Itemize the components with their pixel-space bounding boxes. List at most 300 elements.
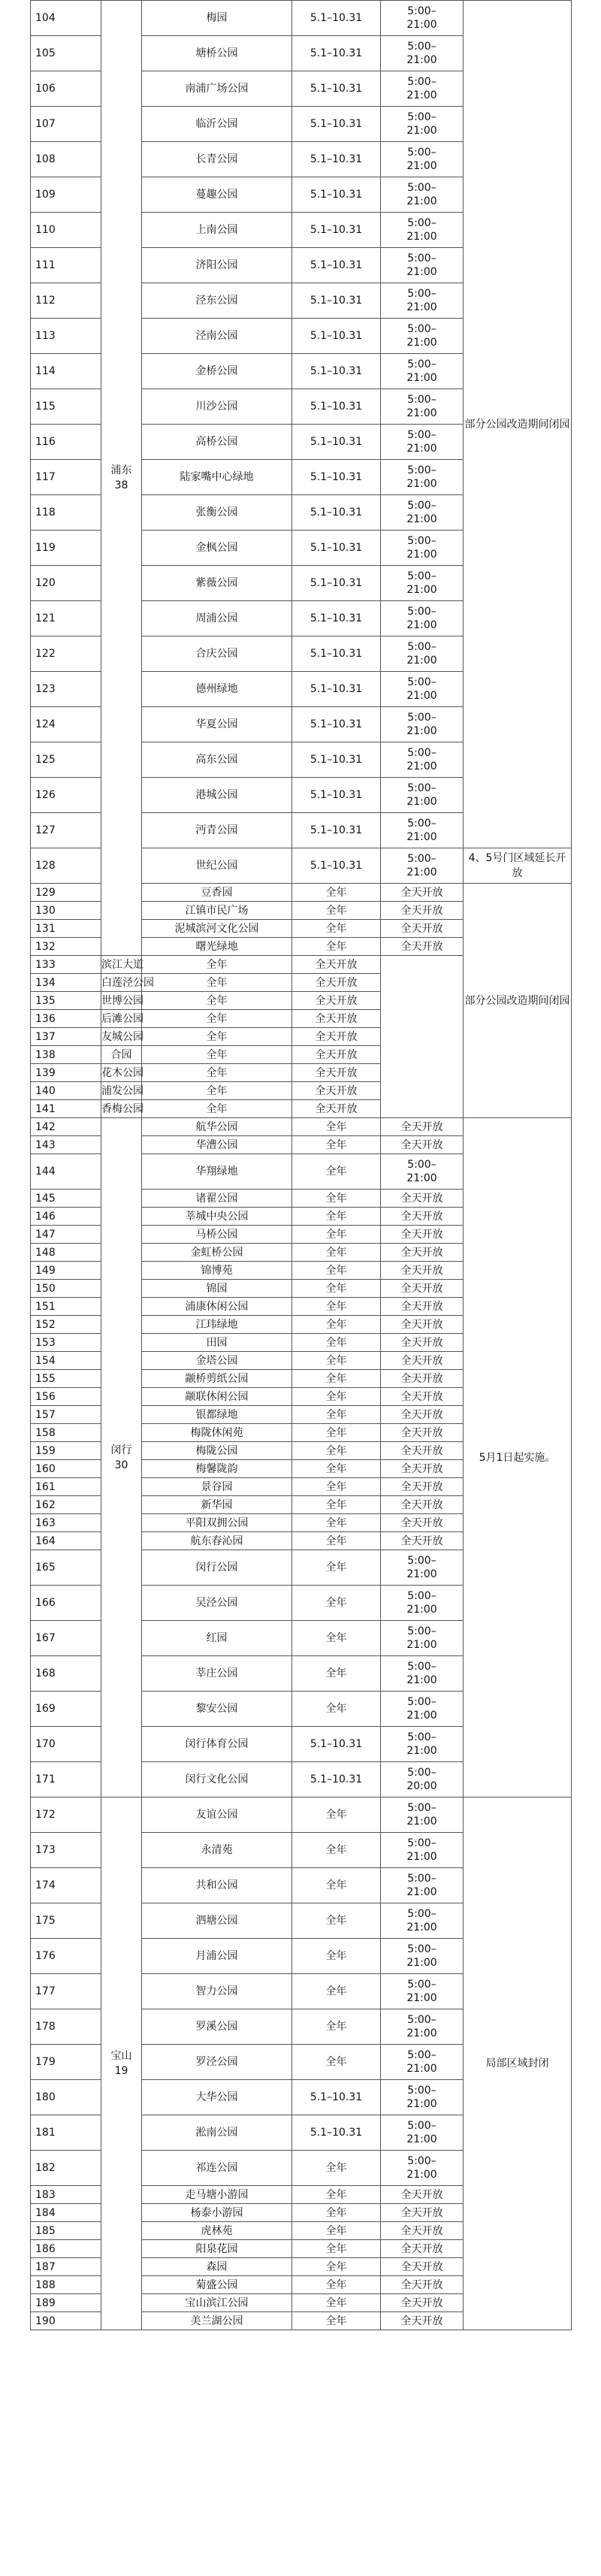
opening-hours: 全天开放 <box>381 1190 464 1208</box>
park-name: 南浦广场公园 <box>142 71 292 107</box>
park-name: 梅馨陇韵 <box>142 1460 292 1478</box>
opening-time: 5:00– <box>407 1837 436 1849</box>
row-number: 113 <box>31 319 101 354</box>
row-number: 134 <box>31 974 101 992</box>
district-cell <box>101 1118 142 1797</box>
opening-hours <box>381 1656 464 1692</box>
park-name: 莘城中央公园 <box>142 1208 292 1226</box>
row-number: 186 <box>31 2240 101 2258</box>
row-number: 182 <box>31 2151 101 2186</box>
row-number: 120 <box>31 566 101 601</box>
closing-time: 21:00 <box>406 619 437 631</box>
closing-time: 21:00 <box>406 1604 437 1616</box>
open-period: 全年 <box>142 1046 292 1064</box>
opening-hours <box>381 2151 464 2186</box>
open-period: 全年 <box>292 1939 381 1974</box>
open-period: 全年 <box>292 2240 381 2258</box>
opening-hours <box>381 1903 464 1939</box>
opening-hours: 全天开放 <box>292 1028 381 1046</box>
row-number: 131 <box>31 920 101 938</box>
open-period: 全年 <box>292 1550 381 1586</box>
opening-time: 5:00– <box>407 1802 436 1814</box>
opening-time: 5:00– <box>407 147 436 159</box>
opening-hours: 全天开放 <box>381 884 464 902</box>
opening-hours: 全天开放 <box>381 938 464 956</box>
park-name: 香梅公园 <box>101 1100 142 1118</box>
open-period: 全年 <box>142 956 292 974</box>
open-period: 全年 <box>142 1064 292 1082</box>
park-name: 周浦公园 <box>142 601 292 636</box>
opening-hours: 全天开放 <box>381 1244 464 1262</box>
opening-time: 5:00– <box>407 1767 436 1779</box>
closing-time: 21:00 <box>406 2027 437 2039</box>
park-name: 华漕公园 <box>142 1136 292 1154</box>
opening-hours <box>381 1727 464 1762</box>
open-period: 5.1–10.31 <box>292 319 381 354</box>
park-name: 济阳公园 <box>142 248 292 283</box>
row-number: 157 <box>31 1406 101 1424</box>
opening-hours <box>381 1797 464 1833</box>
opening-hours <box>381 460 464 495</box>
row-number: 117 <box>31 460 101 495</box>
closing-time: 21:00 <box>406 831 437 843</box>
park-name: 吴泾公园 <box>142 1586 292 1621</box>
closing-time: 21:00 <box>406 2098 437 2110</box>
opening-hours <box>381 707 464 742</box>
park-name: 闵行体育公园 <box>142 1727 292 1762</box>
opening-hours <box>381 2080 464 2115</box>
opening-hours: 全天开放 <box>381 1208 464 1226</box>
row-number: 163 <box>31 1514 101 1532</box>
row-number: 125 <box>31 742 101 778</box>
row-number: 121 <box>31 601 101 636</box>
park-name: 紫薇公园 <box>142 566 292 601</box>
open-period: 全年 <box>292 2045 381 2080</box>
opening-hours: 全天开放 <box>381 1460 464 1478</box>
park-name: 豆香园 <box>142 884 292 902</box>
opening-hours: 全天开放 <box>381 1370 464 1388</box>
open-period: 全年 <box>292 1532 381 1550</box>
park-name: 颛联休闲公园 <box>142 1388 292 1406</box>
opening-hours <box>381 1762 464 1797</box>
park-name: 大华公园 <box>142 2080 292 2115</box>
opening-hours: 全天开放 <box>381 1532 464 1550</box>
opening-hours: 全天开放 <box>381 920 464 938</box>
open-period: 全年 <box>292 1406 381 1424</box>
park-name: 合庆公园 <box>142 636 292 672</box>
open-period: 全年 <box>292 1974 381 2009</box>
park-name: 世博公园 <box>101 992 142 1010</box>
park-name: 合园 <box>101 1046 142 1064</box>
opening-hours: 全天开放 <box>381 1496 464 1514</box>
open-period: 全年 <box>292 1514 381 1532</box>
row-number: 145 <box>31 1190 101 1208</box>
open-period: 全年 <box>292 1656 381 1692</box>
open-period: 5.1–10.31 <box>292 707 381 742</box>
park-name: 上南公园 <box>142 213 292 248</box>
closing-time: 21:00 <box>406 372 437 384</box>
park-name: 阳泉花园 <box>142 2240 292 2258</box>
row-number: 156 <box>31 1388 101 1406</box>
opening-hours <box>381 531 464 566</box>
row-number: 158 <box>31 1424 101 1442</box>
park-name: 黎安公园 <box>142 1692 292 1727</box>
open-period: 5.1–10.31 <box>292 566 381 601</box>
opening-hours: 全天开放 <box>292 974 381 992</box>
row-number: 168 <box>31 1656 101 1692</box>
park-name: 共和公园 <box>142 1868 292 1903</box>
park-name: 港城公园 <box>142 778 292 813</box>
closing-time: 21:00 <box>406 1674 437 1686</box>
open-period: 5.1–10.31 <box>292 389 381 425</box>
opening-time: 5:00– <box>407 2155 436 2167</box>
open-period: 全年 <box>292 1370 381 1388</box>
opening-time: 5:00– <box>407 747 436 759</box>
open-period: 全年 <box>292 902 381 920</box>
open-period: 5.1–10.31 <box>292 71 381 107</box>
opening-time: 5:00– <box>407 641 436 653</box>
park-name: 梅陇公园 <box>142 1442 292 1460</box>
opening-hours: 全天开放 <box>381 902 464 920</box>
opening-hours: 全天开放 <box>381 1316 464 1334</box>
table-row <box>31 1118 572 1136</box>
park-name: 花木公园 <box>101 1064 142 1082</box>
closing-time: 21:00 <box>406 1992 437 2004</box>
row-number: 167 <box>31 1621 101 1656</box>
open-period: 5.1–10.31 <box>292 425 381 460</box>
closing-time: 21:00 <box>406 2169 437 2181</box>
park-name: 塘桥公园 <box>142 36 292 71</box>
opening-time: 5:00– <box>407 1159 436 1171</box>
open-period: 5.1–10.31 <box>292 36 381 71</box>
open-period: 全年 <box>292 2312 381 2330</box>
opening-time: 5:00– <box>407 358 436 370</box>
open-period: 全年 <box>292 1478 381 1496</box>
closing-time: 21:00 <box>406 725 437 737</box>
row-number: 178 <box>31 2009 101 2045</box>
opening-hours <box>381 1868 464 1903</box>
closing-time: 21:00 <box>406 54 437 66</box>
open-period: 全年 <box>292 938 381 956</box>
park-name: 美兰湖公园 <box>142 2312 292 2330</box>
open-period: 全年 <box>292 920 381 938</box>
open-period: 全年 <box>292 1442 381 1460</box>
row-number: 154 <box>31 1352 101 1370</box>
open-period: 全年 <box>292 2009 381 2045</box>
park-name: 世纪公园 <box>142 848 292 884</box>
opening-hours <box>381 566 464 601</box>
table-row <box>31 1 572 36</box>
closing-time: 21:00 <box>406 266 437 278</box>
opening-time: 5:00– <box>407 182 436 194</box>
opening-hours: 全天开放 <box>381 2312 464 2330</box>
open-period: 全年 <box>292 1621 381 1656</box>
park-name: 森园 <box>142 2258 292 2276</box>
row-number: 138 <box>31 1046 101 1064</box>
open-period: 全年 <box>292 1298 381 1316</box>
opening-hours <box>381 742 464 778</box>
closing-time: 21:00 <box>406 2063 437 2075</box>
opening-time: 5:00– <box>407 394 436 406</box>
open-period: 全年 <box>292 1262 381 1280</box>
closing-time: 21:00 <box>406 1710 437 1722</box>
opening-hours <box>381 425 464 460</box>
closing-time: 21:00 <box>406 89 437 101</box>
closing-time: 21:00 <box>406 301 437 313</box>
row-number: 176 <box>31 1939 101 1974</box>
district-park-count: 30 <box>114 1459 128 1471</box>
park-name: 金枫公园 <box>142 531 292 566</box>
park-name: 后滩公园 <box>101 1010 142 1028</box>
open-period: 全年 <box>292 2151 381 2186</box>
row-number: 141 <box>31 1100 101 1118</box>
park-hours-table <box>30 0 572 2330</box>
remark: 部分公园改造期间闭园 <box>464 1 572 848</box>
row-number: 150 <box>31 1280 101 1298</box>
row-number: 119 <box>31 531 101 566</box>
row-number: 161 <box>31 1478 101 1496</box>
closing-time: 21:00 <box>406 1568 437 1580</box>
opening-hours: 全天开放 <box>381 1226 464 1244</box>
park-name: 祁连公园 <box>142 2151 292 2186</box>
row-number: 140 <box>31 1082 101 1100</box>
opening-time: 5:00– <box>407 606 436 618</box>
row-number: 109 <box>31 177 101 213</box>
park-name: 华翔绿地 <box>142 1154 292 1190</box>
row-number: 189 <box>31 2294 101 2312</box>
open-period: 5.1–10.31 <box>292 1 381 36</box>
park-name: 曙光绿地 <box>142 938 292 956</box>
park-name: 德州绿地 <box>142 672 292 707</box>
park-name: 梅陇休闲苑 <box>142 1424 292 1442</box>
opening-hours: 全天开放 <box>381 2204 464 2222</box>
park-name: 田园 <box>142 1334 292 1352</box>
open-period: 全年 <box>292 2186 381 2204</box>
row-number: 110 <box>31 213 101 248</box>
open-period: 5.1–10.31 <box>292 2115 381 2151</box>
opening-time: 5:00– <box>407 323 436 335</box>
closing-time: 21:00 <box>406 1921 437 1934</box>
closing-time: 20:00 <box>406 1780 437 1792</box>
closing-time: 21:00 <box>406 866 437 878</box>
open-period: 全年 <box>292 1244 381 1262</box>
park-hours-table-body <box>31 1 572 2330</box>
closing-time: 21:00 <box>406 443 437 455</box>
open-period: 5.1–10.31 <box>292 848 381 884</box>
park-name: 马桥公园 <box>142 1226 292 1244</box>
opening-time: 5:00– <box>407 782 436 794</box>
park-name: 白莲泾公园 <box>101 974 142 992</box>
opening-time: 5:00– <box>407 2049 436 2061</box>
open-period: 5.1–10.31 <box>292 495 381 531</box>
park-name: 虎林苑 <box>142 2222 292 2240</box>
park-name: 菊盛公园 <box>142 2276 292 2294</box>
row-number: 105 <box>31 36 101 71</box>
district-park-count: 38 <box>114 479 128 491</box>
closing-time: 21:00 <box>406 1639 437 1651</box>
park-name: 平阳双拥公园 <box>142 1514 292 1532</box>
park-name: 高桥公园 <box>142 425 292 460</box>
opening-hours <box>381 495 464 531</box>
row-number: 139 <box>31 1064 101 1082</box>
park-name: 友城公园 <box>101 1028 142 1046</box>
open-period: 5.1–10.31 <box>292 636 381 672</box>
row-number: 160 <box>31 1460 101 1478</box>
row-number: 171 <box>31 1762 101 1797</box>
park-name: 罗泾公园 <box>142 2045 292 2080</box>
row-number: 173 <box>31 1833 101 1868</box>
opening-hours <box>381 319 464 354</box>
opening-hours: 全天开放 <box>381 1280 464 1298</box>
park-name: 川沙公园 <box>142 389 292 425</box>
open-period: 全年 <box>292 1352 381 1370</box>
opening-time: 5:00– <box>407 1908 436 1920</box>
open-period: 全年 <box>292 1460 381 1478</box>
opening-time: 5:00– <box>407 712 436 724</box>
row-number: 106 <box>31 71 101 107</box>
park-name: 陆家嘴中心绿地 <box>142 460 292 495</box>
open-period: 全年 <box>142 1082 292 1100</box>
row-number: 170 <box>31 1727 101 1762</box>
opening-hours: 全天开放 <box>292 956 381 974</box>
park-name: 银都绿地 <box>142 1406 292 1424</box>
opening-hours: 全天开放 <box>381 1388 464 1406</box>
opening-time: 5:00– <box>407 1873 436 1885</box>
open-period: 全年 <box>292 1833 381 1868</box>
open-period: 5.1–10.31 <box>292 672 381 707</box>
open-period: 5.1–10.31 <box>292 778 381 813</box>
open-period: 全年 <box>142 1010 292 1028</box>
opening-hours: 全天开放 <box>381 1262 464 1280</box>
row-number: 184 <box>31 2204 101 2222</box>
row-number: 129 <box>31 884 101 902</box>
open-period: 5.1–10.31 <box>292 531 381 566</box>
closing-time: 21:00 <box>406 1851 437 1863</box>
row-number: 147 <box>31 1226 101 1244</box>
opening-time: 5:00– <box>407 217 436 229</box>
row-number: 188 <box>31 2276 101 2294</box>
open-period: 5.1–10.31 <box>292 248 381 283</box>
open-period: 全年 <box>292 1903 381 1939</box>
open-period: 全年 <box>292 1388 381 1406</box>
row-number: 183 <box>31 2186 101 2204</box>
row-number: 124 <box>31 707 101 742</box>
park-name: 锦园 <box>142 1280 292 1298</box>
row-number: 136 <box>31 1010 101 1028</box>
row-number: 155 <box>31 1370 101 1388</box>
opening-hours <box>381 36 464 71</box>
opening-hours <box>381 1692 464 1727</box>
open-period: 5.1–10.31 <box>292 283 381 319</box>
opening-time: 5:00– <box>407 464 436 476</box>
row-number: 142 <box>31 1118 101 1136</box>
opening-hours: 全天开放 <box>381 1118 464 1136</box>
row-number: 114 <box>31 354 101 389</box>
remark: 局部区域封闭 <box>464 1797 572 2330</box>
opening-time: 5:00– <box>407 76 436 88</box>
open-period: 全年 <box>292 1190 381 1208</box>
row-number: 143 <box>31 1136 101 1154</box>
row-number: 153 <box>31 1334 101 1352</box>
open-period: 5.1–10.31 <box>292 460 381 495</box>
open-period: 全年 <box>142 1028 292 1046</box>
opening-time: 5:00– <box>407 570 436 582</box>
row-number: 144 <box>31 1154 101 1190</box>
row-number: 132 <box>31 938 101 956</box>
opening-hours <box>381 142 464 177</box>
park-name: 泥城滨河文化公园 <box>142 920 292 938</box>
park-name: 滨江大道 <box>101 956 142 974</box>
opening-hours <box>381 601 464 636</box>
opening-time: 5:00– <box>407 252 436 265</box>
closing-time: 21:00 <box>406 690 437 702</box>
opening-hours <box>381 177 464 213</box>
park-name: 莘庄公园 <box>142 1656 292 1692</box>
park-name: 沔青公园 <box>142 813 292 848</box>
park-name: 颛桥剪纸公园 <box>142 1370 292 1388</box>
row-number: 108 <box>31 142 101 177</box>
closing-time: 21:00 <box>406 1172 437 1184</box>
opening-hours <box>381 1939 464 1974</box>
row-number: 115 <box>31 389 101 425</box>
open-period: 5.1–10.31 <box>292 107 381 142</box>
row-number: 123 <box>31 672 101 707</box>
opening-hours: 全天开放 <box>381 2294 464 2312</box>
row-number: 179 <box>31 2045 101 2080</box>
opening-hours <box>381 2009 464 2045</box>
closing-time: 21:00 <box>406 2133 437 2145</box>
row-number: 190 <box>31 2312 101 2330</box>
opening-hours: 全天开放 <box>381 1514 464 1532</box>
park-name: 高东公园 <box>142 742 292 778</box>
opening-time: 5:00– <box>407 288 436 300</box>
row-number: 112 <box>31 283 101 319</box>
closing-time: 21:00 <box>406 231 437 243</box>
opening-hours <box>381 813 464 848</box>
opening-hours: 全天开放 <box>381 2222 464 2240</box>
park-name: 锦博苑 <box>142 1262 292 1280</box>
opening-hours <box>381 2045 464 2080</box>
open-period: 5.1–10.31 <box>292 1727 381 1762</box>
closing-time: 21:00 <box>406 407 437 419</box>
row-number: 181 <box>31 2115 101 2151</box>
opening-hours <box>381 1586 464 1621</box>
opening-hours: 全天开放 <box>381 2186 464 2204</box>
open-period: 5.1–10.31 <box>292 177 381 213</box>
row-number: 107 <box>31 107 101 142</box>
opening-hours <box>381 71 464 107</box>
park-name: 智力公园 <box>142 1974 292 2009</box>
row-number: 180 <box>31 2080 101 2115</box>
opening-hours: 全天开放 <box>381 2240 464 2258</box>
opening-hours <box>381 1621 464 1656</box>
opening-time: 5:00– <box>407 1943 436 1955</box>
open-period: 5.1–10.31 <box>292 2080 381 2115</box>
opening-hours <box>381 354 464 389</box>
park-name: 景谷园 <box>142 1478 292 1496</box>
open-period: 5.1–10.31 <box>292 1762 381 1797</box>
closing-time: 21:00 <box>406 760 437 772</box>
open-period: 全年 <box>292 1208 381 1226</box>
row-number: 118 <box>31 495 101 531</box>
row-number: 130 <box>31 902 101 920</box>
opening-hours <box>381 2115 464 2151</box>
park-hours-table-container <box>30 0 571 2330</box>
opening-hours <box>381 778 464 813</box>
district-name: 浦东 <box>110 464 132 476</box>
opening-time: 5:00– <box>407 818 436 830</box>
opening-hours: 全天开放 <box>292 1046 381 1064</box>
